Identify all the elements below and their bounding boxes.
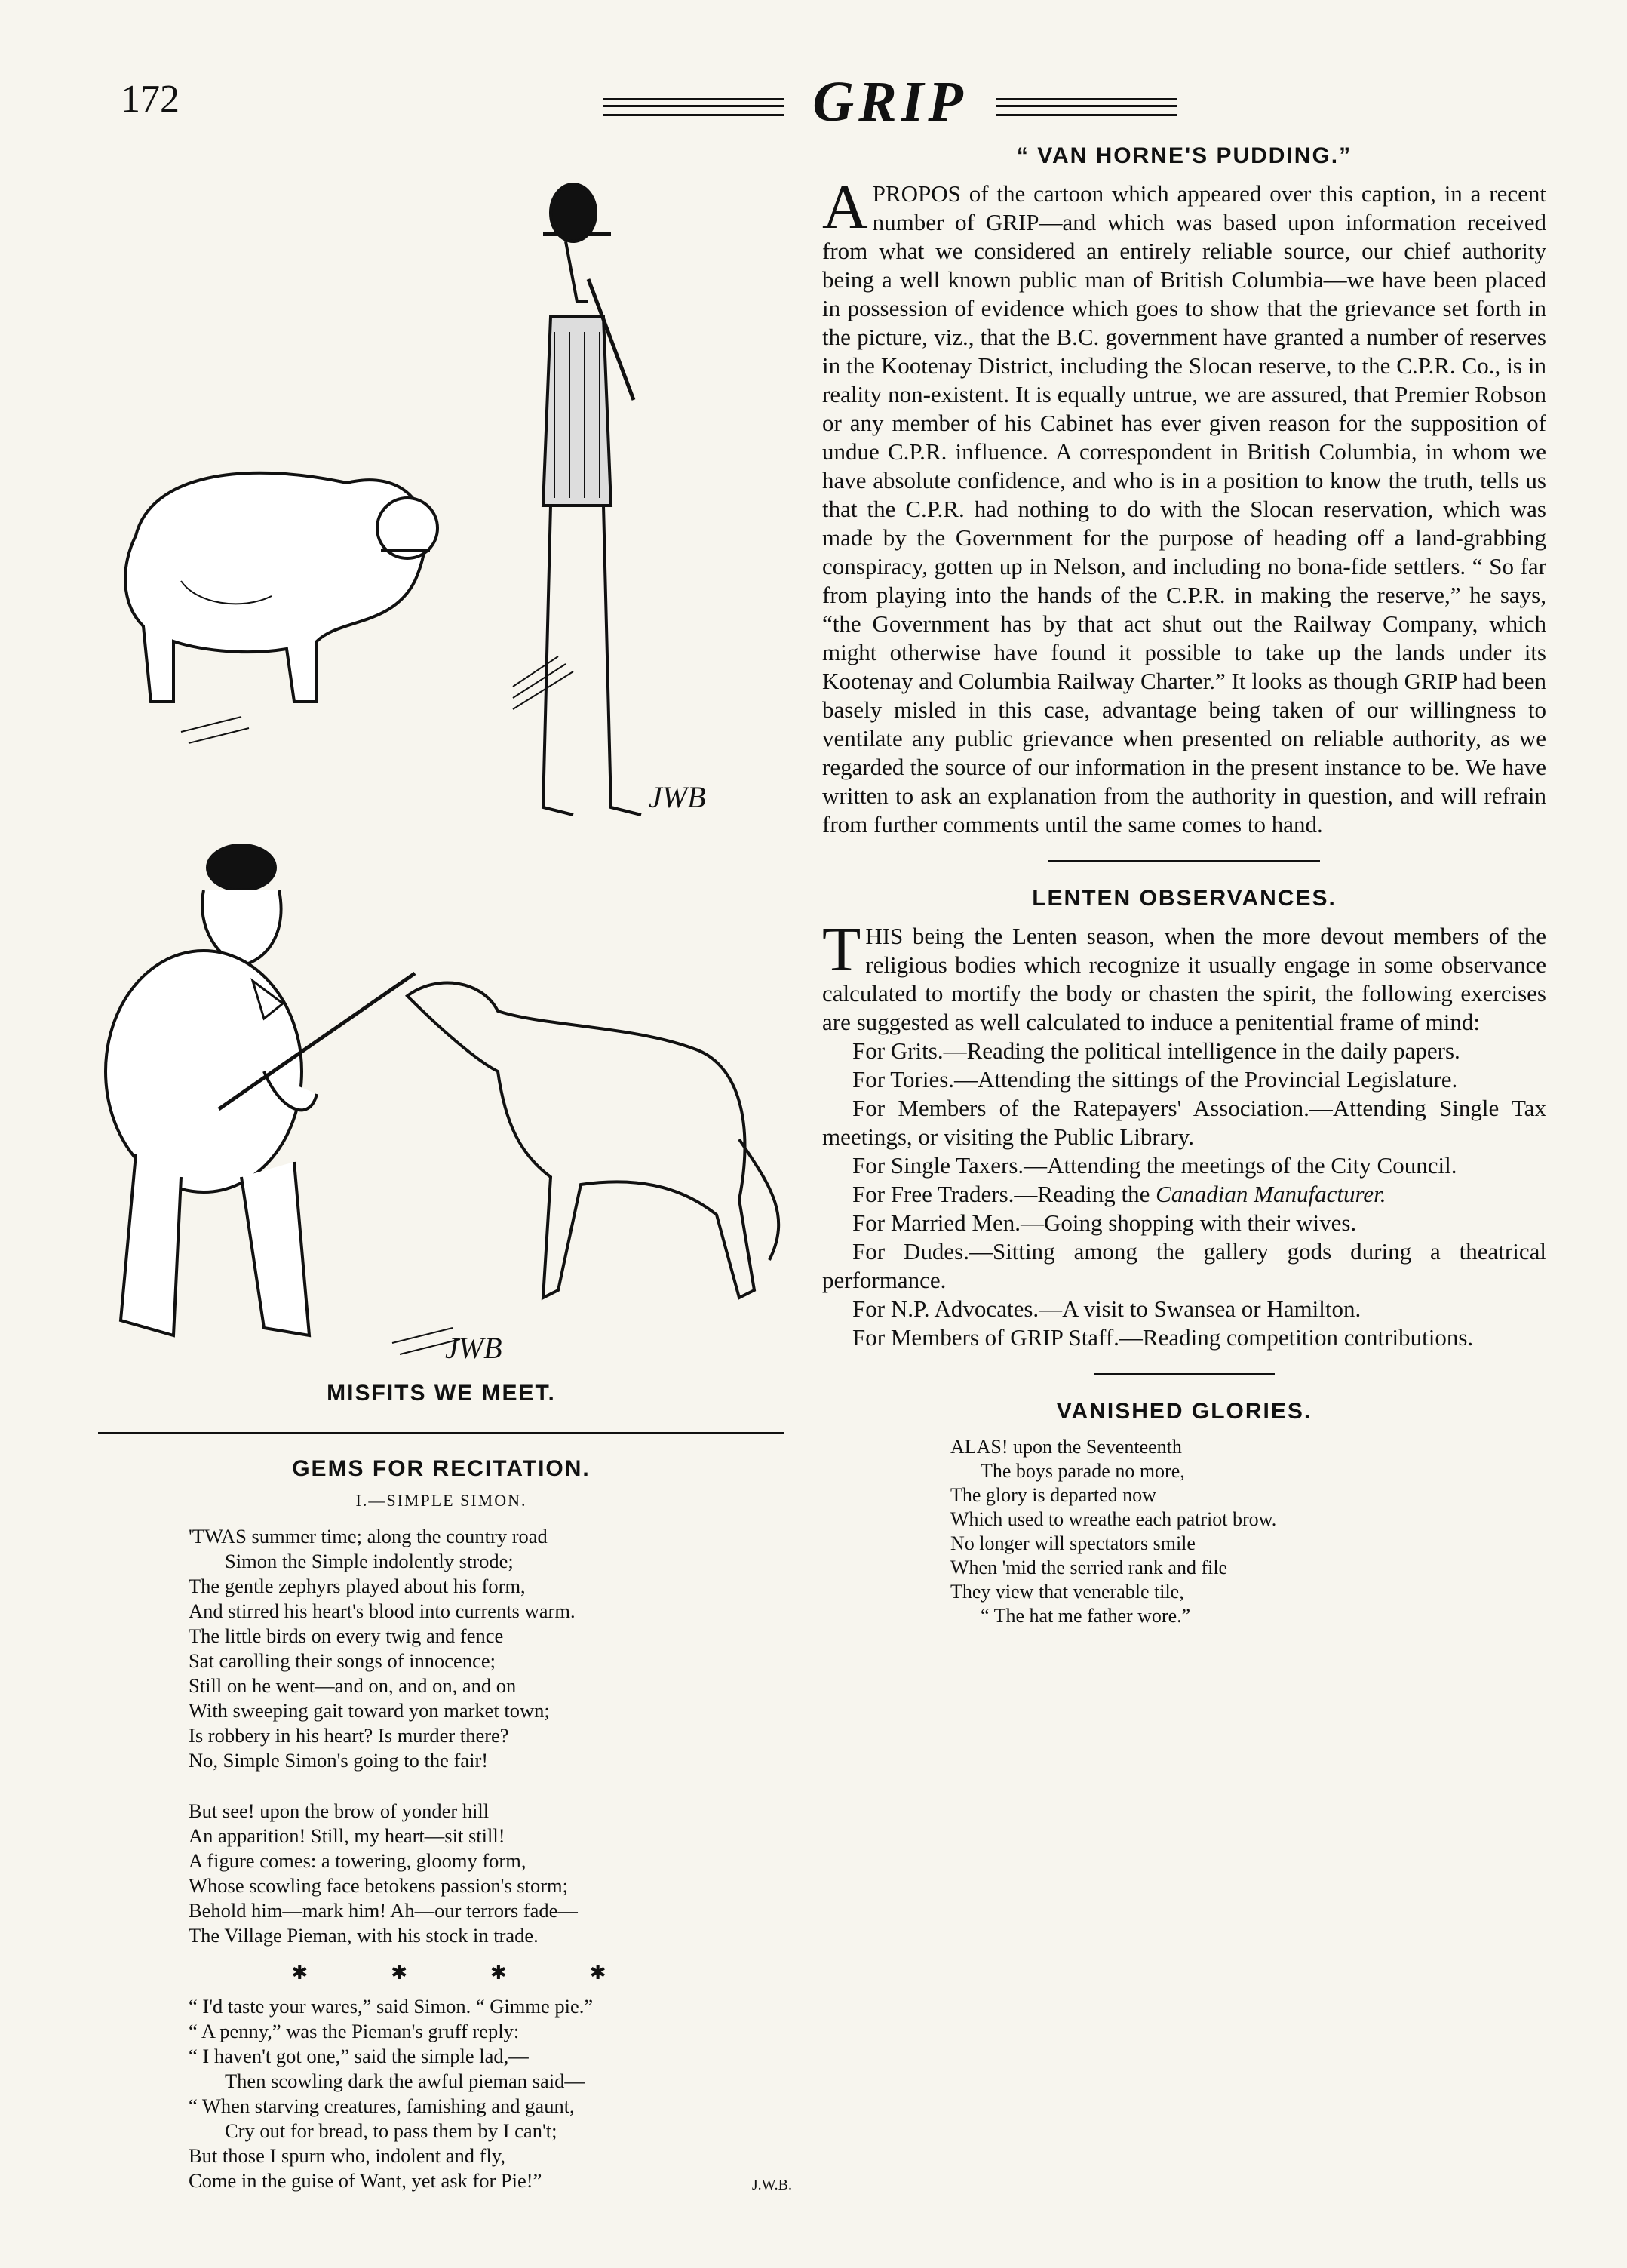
poem-line: No, Simple Simon's going to the fair! (189, 1749, 489, 1772)
poem-stanza-2 (189, 1799, 792, 1948)
article-body (822, 172, 1546, 839)
masthead-title: GRIP (812, 70, 968, 134)
poem-line: “ I haven't got one,” said the simple lad,— (189, 2045, 529, 2067)
bulldog-dude-drawing (91, 158, 792, 822)
list-item-text: For Free Traders.—Reading the (852, 1181, 1150, 1207)
list-item: For Members of GRIP Staff.—Reading competition contributions. (852, 1324, 1474, 1351)
poem-line: Whose scowling face betokens passion's storm; (189, 1874, 569, 1897)
illustration-bulldog-and-dude (91, 158, 792, 822)
masthead-rule-left (603, 98, 784, 116)
illustration-caption: MISFITS WE MEET. (327, 1381, 556, 1406)
list-item: For Grits.—Reading the political intelligence in the daily papers. (852, 1037, 1460, 1064)
verse-line: When 'mid the serried rank and file (950, 1557, 1228, 1578)
poem-subtitle: I.—SIMPLE SIMON. (355, 1491, 527, 1510)
list-item: For Single Taxers.—Attending the meetings of the City Council. (852, 1152, 1457, 1179)
list-item: For Married Men.—Going shopping with their wives. (852, 1209, 1357, 1236)
section-rule (1048, 860, 1320, 862)
article-text: HIS being the Lenten season, when the more devout members of the religious bodies which recognize it usually engage in some observance calculated to mortify the body or chasten the spirit, the following exercises are suggested as well calculated to induce a penitential frame of mind: (822, 923, 1546, 1035)
poem-line: 'TWAS summer time; along the country road (189, 1525, 548, 1547)
poem-line: But those I spurn who, indolent and fly, (189, 2144, 506, 2167)
list-item: For Members of the Ratepayers' Association.—Attending Single Tax meetings, or visiting the Public Library. (822, 1095, 1546, 1150)
drop-cap: A (822, 172, 868, 242)
right-column (822, 143, 1546, 1628)
verse-line: ALAS! upon the Seventeenth (950, 1436, 1182, 1458)
illustration-stout-man-and-greyhound (91, 822, 792, 1373)
poem-line: The Village Pieman, with his stock in trade. (189, 1924, 539, 1947)
poem-line: Sat carolling their songs of innocence; (189, 1649, 496, 1672)
list-item: For Dudes.—Sitting among the gallery gods during a theatrical performance. (822, 1238, 1546, 1293)
poem-line: “ When starving creatures, famishing and gaunt, (189, 2094, 575, 2117)
poem-last-line: Come in the guise of Want, yet ask for Pie!” (189, 2169, 542, 2192)
poem-line: And stirred his heart's blood into currents warm. (189, 1600, 576, 1622)
illustration-signature-2: JWB (445, 1331, 502, 1365)
poem-line: Is robbery in his heart? Is murder there? (189, 1724, 509, 1747)
list-item: For Tories.—Attending the sittings of the Provincial Legislature. (852, 1066, 1458, 1093)
page-header (121, 69, 1539, 137)
article-lenten-observances (822, 886, 1546, 1352)
poem-line: “ A penny,” was the Pieman's gruff reply: (189, 2020, 520, 2042)
verse-body (950, 1435, 1418, 1628)
article-title: “ VAN HORNE'S PUDDING.” (1016, 143, 1352, 168)
poem-line: Cry out for bread, to pass them by I can't; (225, 2119, 557, 2142)
poem-stanza-1 (189, 1524, 792, 1773)
poem-line: Then scowling dark the awful pieman said— (225, 2070, 585, 2092)
article-van-hornes-pudding (822, 143, 1546, 839)
article-title: LENTEN OBSERVANCES. (1032, 886, 1337, 911)
verse-line: The glory is departed now (950, 1484, 1156, 1506)
periodical-title: Canadian Manufacturer. (1156, 1181, 1386, 1207)
poem-line: With sweeping gait toward yon market town; (189, 1699, 550, 1722)
verse-line: The boys parade no more, (981, 1460, 1185, 1482)
illustration-signature-1: JWB (649, 780, 706, 814)
article-text: PROPOS of the cartoon which appeared over this caption, in a recent number of GRIP—and which was based upon information received from what we considered an entirely reliable source, our chief authority being a well known public man of British Columbia—we have been placed in possession of evidence which goes to show that the grievance set forth in the picture, viz., that the B.C. government have granted a number of reserves in the Kootenay District, including the Slocan reserve, to the C.P.R. Co., is in reality non-existent. It is equally untrue, we are assured, that Premier Robson or any member of his Cabinet has ever given reason for the supposition of undue C.P.R. influence. A correspondent in British Columbia, in whom we have absolute confidence, and who is in a position to know the truth, tells us that the C.P.R. had nothing to do with the Slocan reservation, which was made by the Government for the purpose of heading off a land-grabbing conspiracy, gotten up in Nelson, and including no bona-fide settlers. “ So far from playing into the hands of the C.P.R. in making the reserve,” he says, “the Government has by that act shut out the Railway Company, which might otherwise have found it possible to take up the lands under its Kootenay and Columbia Railway Charter.” It looks as though GRIP had been basely misled in this case, advantage being taken of our willingness to ventilate any public grievance when presented on reliable authority, as we regarded the source of our information in the present instance to be. We have written to ask an explanation from the authority in question, and will refrain from further comments until the same comes to hand. (822, 180, 1546, 837)
article-vanished-glories (822, 1399, 1546, 1628)
verse-line: No longer will spectators smile (950, 1532, 1196, 1554)
poem-line: An apparition! Still, my heart—sit still! (189, 1824, 505, 1847)
poem-stanza-3 (189, 1994, 792, 2193)
poem-line: Simon the Simple indolently strode; (225, 1550, 514, 1572)
page-number: 172 (121, 78, 180, 121)
list-item: For N.P. Advocates.—A visit to Swansea or Hamilton. (852, 1295, 1361, 1322)
section-rule (1094, 1373, 1275, 1375)
verse-line: They view that venerable tile, (950, 1581, 1184, 1603)
list-item (822, 1180, 1546, 1209)
poem-signature: J.W.B. (751, 2177, 792, 2193)
article-intro (822, 914, 1546, 1037)
poem-line: But see! upon the brow of yonder hill (189, 1799, 490, 1822)
poem-line: Behold him—mark him! Ah—our terrors fade— (189, 1899, 578, 1922)
article-title: VANISHED GLORIES. (1056, 1399, 1312, 1424)
column-divider-rule (98, 1432, 784, 1434)
masthead-rule-right (996, 98, 1177, 116)
poem-line: A figure comes: a towering, gloomy form, (189, 1849, 526, 1872)
masthead (603, 69, 1177, 137)
poem-line (189, 2168, 792, 2193)
poem-line: The little birds on every twig and fence (189, 1624, 504, 1647)
poem-line: Still on he went—and on, and on, and on (189, 1674, 517, 1697)
verse-line: “ The hat me father wore.” (981, 1605, 1191, 1627)
poem-line: “ I'd taste your wares,” said Simon. “ Gimme pie.” (189, 1995, 594, 2018)
stanza-separator-stars: ✱✱✱✱ (291, 1962, 689, 1984)
poem-line: The gentle zephyrs played about his form, (189, 1575, 526, 1597)
stout-man-greyhound-drawing (91, 822, 792, 1373)
poem-body (91, 1524, 792, 2193)
drop-cap: T (822, 914, 861, 985)
poem-title: GEMS FOR RECITATION. (292, 1456, 591, 1481)
poem-gems-for-recitation (91, 1456, 792, 2219)
verse-line: Which used to wreathe each patriot brow. (950, 1508, 1277, 1530)
